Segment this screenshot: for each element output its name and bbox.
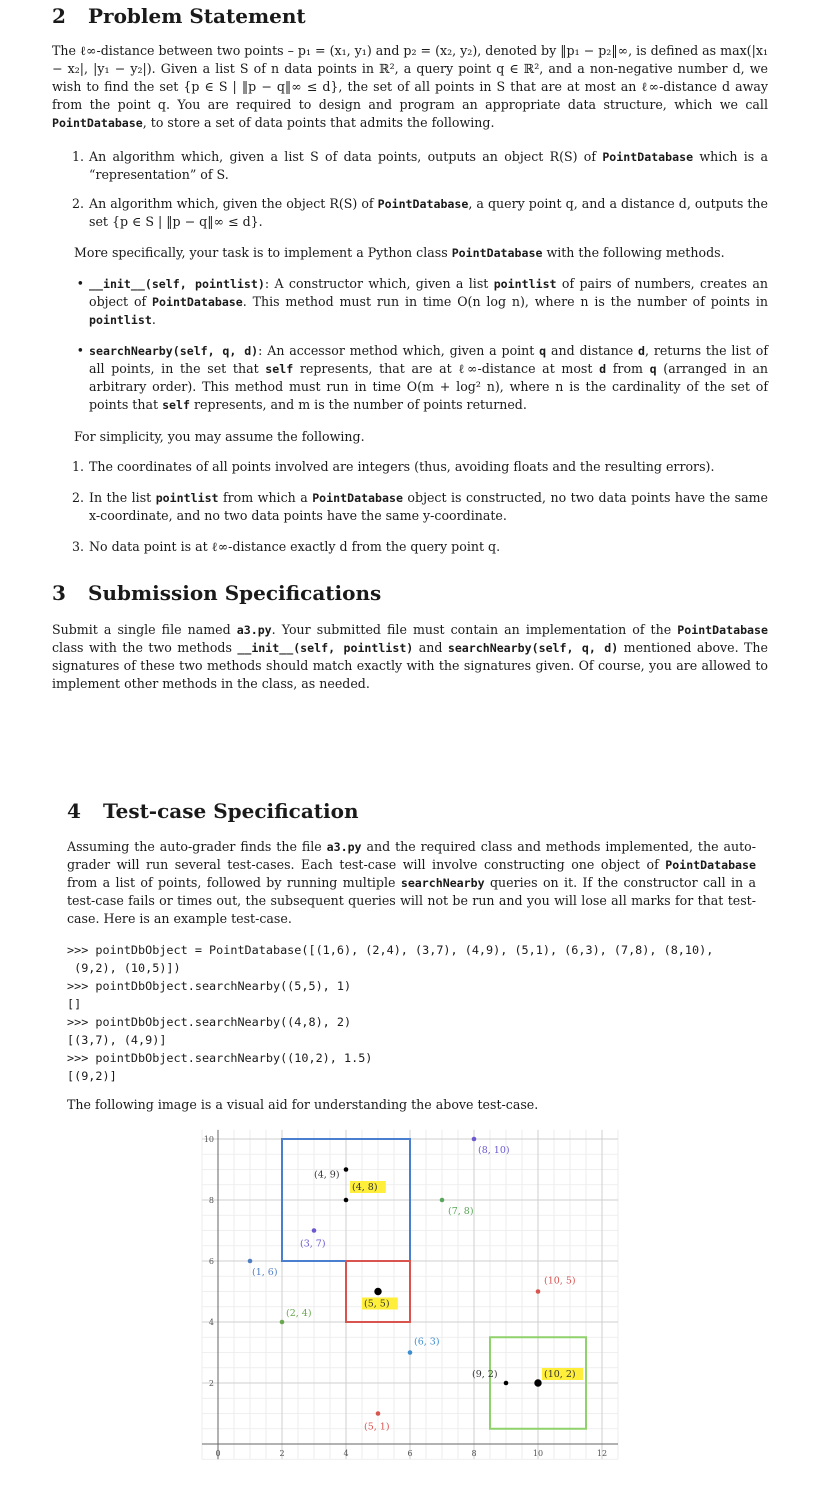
- text: : An accessor method which, given a point: [258, 343, 540, 358]
- list-item: [71, 489, 768, 525]
- inline-code: PointDatabase: [52, 116, 143, 130]
- text: . Your submitted file must contain an implementation of the: [271, 622, 678, 637]
- point-label: (7, 8): [448, 1206, 474, 1217]
- figure-intro: The following image is a visual aid for understanding the above test-case.: [67, 1097, 539, 1112]
- data-point: [408, 1350, 413, 1355]
- inline-code: PointDatabase: [312, 491, 403, 505]
- text: .: [151, 312, 156, 327]
- data-point: [440, 1198, 445, 1203]
- text: . This method must run in time O(n log n), where n is the number of points in: [242, 294, 768, 309]
- text: , a query point q, and a distance d, outputs the set {p ∈ S | ‖p − q‖∞ ≤ d}.: [89, 196, 768, 229]
- inline-code: __init__(self, pointlist): [89, 277, 265, 291]
- query-point: [344, 1198, 349, 1203]
- text: , returns the list of all points, in the set that: [89, 343, 768, 376]
- x-tick-label: 2: [279, 1449, 285, 1458]
- text: queries on it. If the constructor call in a test-case fails or times out, the subsequent queries will not be run and you will lose all marks for that test-case. Here is an example test-case.: [67, 875, 756, 926]
- x-tick-label: 12: [596, 1449, 608, 1458]
- point-label: (6, 3): [414, 1336, 440, 1348]
- text: Assuming the auto-grader finds the file: [67, 839, 327, 854]
- inline-code: self: [265, 362, 294, 376]
- code-line: []: [67, 997, 82, 1011]
- section-title: Test-case Specification: [103, 799, 359, 823]
- text: and the required class and methods implemented, the auto-grader will run several test-cases. Each test-case will involve constructing one object of: [67, 839, 756, 872]
- inline-code: q: [539, 344, 547, 358]
- data-point: [280, 1320, 285, 1325]
- bullet-item: [76, 275, 768, 329]
- code-line: [(3,7), (4,9)]: [67, 1033, 167, 1047]
- section-4-heading: [67, 799, 359, 823]
- list-marker: 2.: [71, 490, 84, 505]
- y-tick-label: 8: [208, 1196, 214, 1205]
- point-label: (4, 9): [314, 1169, 340, 1181]
- x-tick-label: 4: [343, 1449, 349, 1458]
- section-title: Submission Specifications: [88, 581, 382, 605]
- testcase-paragraph: [67, 838, 756, 928]
- inline-code: d: [638, 344, 646, 358]
- section-title: Problem Statement: [88, 4, 306, 28]
- code-line: >>> pointDbObject.searchNearby((4,8), 2): [67, 1015, 352, 1029]
- inline-code: q: [649, 362, 657, 376]
- data-point: [248, 1259, 253, 1264]
- text: from: [606, 361, 650, 376]
- assumptions-intro: For simplicity, you may assume the following.: [74, 429, 365, 444]
- inline-code: __init__(self, pointlist): [237, 641, 414, 655]
- text: with the following methods.: [542, 245, 725, 260]
- point-label: (10, 5): [544, 1275, 576, 1287]
- bullet-item: [76, 342, 769, 414]
- text: represents, and m is the number of points returned.: [189, 397, 527, 412]
- text: In the list: [89, 490, 156, 505]
- inline-code: pointlist: [155, 491, 219, 505]
- section-number: 2: [52, 4, 66, 28]
- data-point: [536, 1289, 541, 1294]
- section-3-heading: [52, 581, 381, 605]
- text: represents, that are at ℓ∞-distance at most: [293, 361, 600, 376]
- inline-code: self: [162, 398, 190, 412]
- data-point: [312, 1228, 317, 1233]
- point-label: (1, 6): [252, 1267, 278, 1278]
- point-label: (8, 10): [478, 1145, 510, 1156]
- y-tick-label: 10: [203, 1135, 214, 1144]
- inline-code: PointDatabase: [451, 246, 543, 260]
- inline-code: pointlist: [493, 277, 557, 291]
- inline-code: a3.py: [236, 623, 272, 637]
- y-tick-label: 4: [208, 1318, 214, 1327]
- inline-code: PointDatabase: [152, 295, 243, 309]
- code-line: >>> pointDbObject.searchNearby((5,5), 1): [67, 979, 352, 993]
- text: class with the two methods: [52, 640, 238, 655]
- code-block: [67, 941, 713, 1085]
- text: An algorithm which, given the object R(S) of: [89, 196, 378, 211]
- inline-code: d: [599, 362, 607, 376]
- query-point: [535, 1380, 541, 1386]
- text: from which a: [218, 490, 313, 505]
- code-line: >>> pointDbObject = PointDatabase([(1,6), (2,4), (3,7), (4,9), (5,1), (6,3), (7,8), (8,10),: [67, 943, 714, 957]
- point-label: (10, 2): [544, 1369, 576, 1380]
- list-item: [71, 148, 768, 184]
- text: The ℓ∞-distance between two points – p₁ = (x₁, y₁) and p₂ = (x₂, y₂), denoted by ‖p₁ − p₂‖∞, is defined as max(|x₁ − x₂|, |y₁ − y₂|). Given a list S of n data points in ℝ², a query point q ∈ ℝ², and a non-negative number d, we wish to find the set {p ∈ S | ‖p − q‖∞ ≤ d}, the set of all points in S that are at most an ℓ∞-distance d away from the point q. You are required to design and program an appropriate data structure, which we call: [52, 43, 768, 112]
- query-point: [375, 1288, 381, 1294]
- point-label: (5, 5): [364, 1298, 390, 1310]
- bullet-marker: •: [76, 276, 84, 291]
- text: The coordinates of all points involved are integers (thus, avoiding floats and the resulting errors).: [89, 459, 715, 474]
- list-item: [71, 538, 768, 556]
- list-marker: 2.: [71, 196, 84, 211]
- x-tick-label: 0: [215, 1449, 221, 1458]
- data-point: [472, 1137, 477, 1142]
- inline-code: searchNearby(self, q, d): [89, 344, 259, 358]
- code-line: >>> pointDbObject.searchNearby((10,2), 1.5): [67, 1051, 373, 1065]
- inline-code: PointDatabase: [665, 858, 756, 872]
- section-number: 4: [67, 799, 81, 823]
- inline-code: searchNearby: [400, 876, 485, 890]
- text: of pairs of numbers, creates an object of: [89, 276, 768, 309]
- methods-intro: [74, 244, 768, 262]
- bullet-marker: •: [76, 343, 84, 358]
- text: which is a “representation” of S.: [89, 149, 768, 182]
- text: No data point is at ℓ∞-distance exactly d from the query point q.: [89, 539, 501, 554]
- text: mentioned above. The signatures of these two methods should match exactly with the signatures given. Of course, you are allowed to implement other methods in the class, as needed.: [52, 640, 768, 691]
- text: object is constructed, no two data points have the same x-coordinate, and no two data points have the same y-coordinate.: [89, 490, 768, 523]
- text: from a list of points, followed by running multiple: [67, 875, 401, 890]
- list-marker: 3.: [71, 539, 84, 554]
- data-point: [376, 1411, 381, 1416]
- point-label: (9, 2): [472, 1369, 498, 1380]
- submission-paragraph: [52, 621, 768, 693]
- point-label: (5, 1): [364, 1421, 390, 1433]
- inline-code: pointlist: [89, 313, 152, 327]
- section-2-heading: [52, 4, 306, 28]
- x-tick-label: 8: [471, 1449, 477, 1458]
- x-tick-label: 10: [532, 1449, 544, 1458]
- text: An algorithm which, given a list S of data points, outputs an object R(S) of: [89, 149, 603, 164]
- text: (arranged in an arbitrary order). This method must run in time O(m + log² n), where n is the cardinality of the set of points that: [89, 361, 769, 412]
- text: : A constructor which, given a list: [264, 276, 494, 291]
- text: and: [413, 640, 448, 655]
- code-line: [(9,2)]: [67, 1069, 117, 1083]
- list-item: [71, 458, 768, 476]
- list-marker: 1.: [71, 459, 84, 474]
- text: More specifically, your task is to implement a Python class: [74, 245, 452, 260]
- data-point: [504, 1381, 509, 1386]
- scatter-plot: [196, 1120, 626, 1460]
- section-number: 3: [52, 581, 66, 605]
- point-label: (3, 7): [300, 1238, 326, 1250]
- y-tick-label: 2: [208, 1379, 214, 1388]
- problem-paragraph: [52, 42, 768, 132]
- inline-code: a3.py: [326, 840, 362, 854]
- inline-code: PointDatabase: [602, 150, 694, 164]
- inline-code: PointDatabase: [377, 197, 469, 211]
- point-label: (4, 8): [352, 1182, 378, 1193]
- inline-code: PointDatabase: [677, 623, 768, 637]
- text: Submit a single file named: [52, 622, 237, 637]
- text: , to store a set of data points that admits the following.: [142, 115, 495, 130]
- point-label: (2, 4): [286, 1308, 312, 1319]
- y-tick-label: 6: [208, 1257, 214, 1266]
- inline-code: searchNearby(self, q, d): [447, 641, 619, 655]
- list-item: [71, 195, 768, 231]
- code-line: (9,2), (10,5)]): [67, 961, 181, 975]
- text: and distance: [546, 343, 639, 358]
- data-point: [344, 1167, 349, 1172]
- list-marker: 1.: [71, 149, 84, 164]
- x-tick-label: 6: [407, 1449, 413, 1458]
